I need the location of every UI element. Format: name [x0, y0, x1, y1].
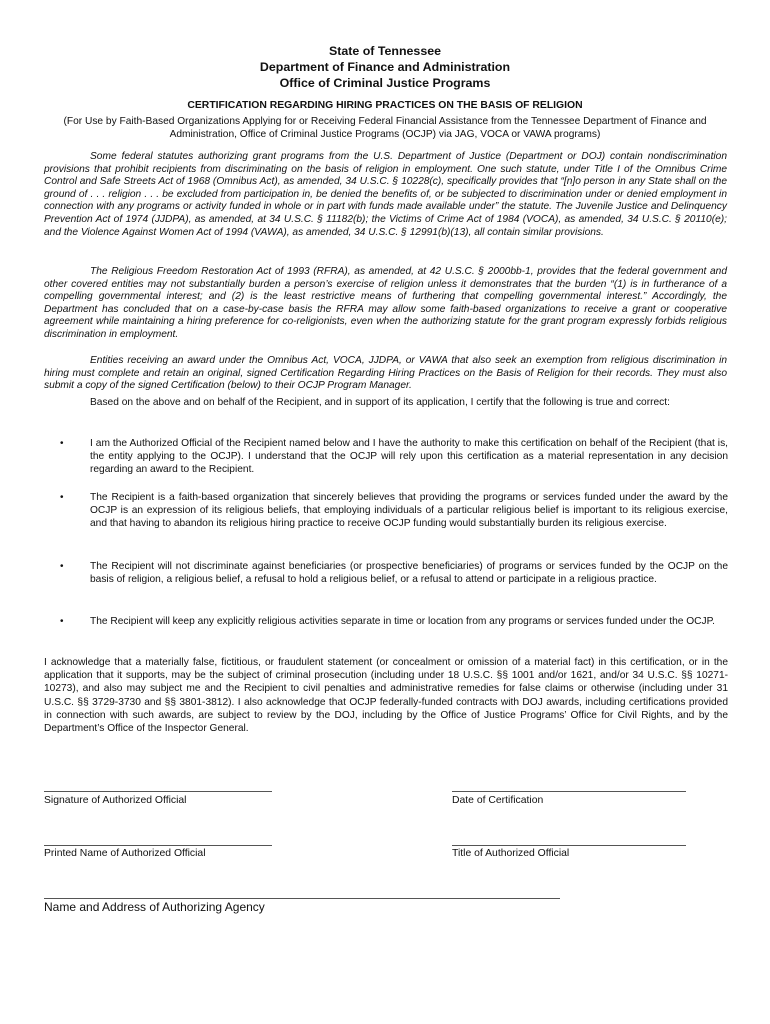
bullet-text: I am the Authorized Official of the Recipient named below and I have the authority to make this certification on behalf of the Recipient (that is, the entity applying to the OCJP). I understand that the OCJP will rely upon this certification as a material representation in any decision regarding an award to the Recipient. [90, 438, 728, 475]
bullet-glyph: • [60, 438, 64, 449]
date-label: Date of Certification [452, 795, 544, 806]
title-line[interactable] [452, 845, 686, 846]
agency-label: Name and Address of Authorizing Agency [44, 900, 265, 914]
bullet-text: The Recipient will keep any explicitly religious activities separate in time or location from any programs or services funded under the OCJP. [90, 616, 715, 627]
header-department: Department of Finance and Administration [259, 60, 511, 74]
paragraph-federal-statutes: Some federal statutes authorizing grant programs from the U.S. Department of Justice (Department or DOJ) contain nondiscrimination provisions that prohibit recipients from discriminating on the basis of religion in employment. One such statute, under Title I of the Omnibus Crime Control and Safe Streets Act of 1968 (Omnibus Act), as amended, 34 U.S.C. § 10228(c), specifically provides that “[n]o person in any State shall on the ground of . . . religion . . . be excluded from participation in, be denied the benefits of, or be subjected to discrimination under or denied employment in connection with any programs or activity funded in whole or in part with funds made available under” the statute. The Juvenile Justice and Delinquency Prevention Act of 1974 (JJDPA), as amended, at 34 U.S.C. § 11182(b); the Victims of Crime Act of 1984 (VOCA), as amended, 34 U.S.C. § 20110(e); and the Violence Against Women Act of 1994 (VAWA), as amended, 34 U.S.C. § 12991(b)(13), all contain similar provisions. [44, 151, 727, 238]
certification-title: CERTIFICATION REGARDING HIRING PRACTICES ON THE BASIS OF RELIGION [187, 100, 583, 111]
date-line[interactable] [452, 791, 686, 792]
title-label: Title of Authorized Official [452, 848, 570, 859]
bullet-glyph: • [60, 561, 64, 572]
bullet-glyph: • [60, 492, 64, 503]
agency-line[interactable] [44, 898, 560, 899]
certification-subtitle: (For Use by Faith-Based Organizations Applying for or Receiving Federal Financial Assistance from the Tennessee Department of Finance and Administration, Office of Criminal Justice Programs (OCJP) via JAG, VOCA or VAWA programs) [63, 116, 707, 140]
list-item [60, 437, 728, 476]
paragraph-entities: Entities receiving an award under the Omnibus Act, VOCA, JJDPA, or VAWA that also seek an exemption from religious discrimination in hiring must complete and retain an original, signed Certification Regarding Hiring Practices on the Basis of Religion for their records. They must also submit a copy of the signed Certification (below) to their OCJP Program Manager. [44, 355, 727, 392]
list-item [60, 615, 728, 628]
signature-line[interactable] [44, 791, 272, 792]
list-item [60, 491, 728, 530]
paragraph-certify: Based on the above and on behalf of the Recipient, and in support of its application, I certify that the following is true and correct: [90, 397, 670, 408]
acknowledgement-paragraph: I acknowledge that a materially false, fictitious, or fraudulent statement (or concealment or omission of a material fact) in this certification, or in the application that it supports, may be the subject of criminal prosecution (including under 18 U.S.C. §§ 1001 and/or 1621, and/or 34 U.S.C. §§ 10271-10273), and also may subject me and the Recipient to civil penalties and administrative remedies for false claims or otherwise (including under 31 U.S.C. §§ 3729-3730 and §§ 3801-3812). I also acknowledge that OCJP federally-funded contracts with DOJ awards, including certifications provided in connection with such awards, are subject to review by the DOJ, including by the Office of Justice Programs’ Office for Civil Rights, and by the Department’s Office of the Inspector General. [44, 657, 728, 735]
paragraph-rfra: The Religious Freedom Restoration Act of 1993 (RFRA), as amended, at 42 U.S.C. § 2000bb-1, provides that the federal government and other covered entities may not substantially burden a person’s exercise of religion unless it demonstrates that the burden “(1) is in furtherance of a compelling governmental interest; and (2) is the least restrictive means of furthering that compelling governmental interest.” Accordingly, the Department has concluded that on a case-by-case basis the RFRA may allow some faith-based organizations to receive a grant or cooperative agreement while maintaining a hiring preference for co-religionists, even when the authorizing statute for the grant program expressly forbids religious discrimination in employment. [44, 266, 727, 340]
bullet-text: The Recipient is a faith-based organization that sincerely believes that providing the programs or services funded under the award by the OCJP is an expression of its religious beliefs, that employing individuals of a particular religious belief is important to its religious exercise, and that having to abandon its religious hiring practice to receive OCJP funding would substantially burden its religious exercise. [90, 492, 728, 529]
printed-name-label: Printed Name of Authorized Official [44, 848, 206, 859]
header-state: State of Tennessee [328, 44, 441, 58]
printed-name-line[interactable] [44, 845, 272, 846]
bullet-text: The Recipient will not discriminate against beneficiaries (or prospective beneficiaries) of programs or services funded by the OCJP on the basis of religion, a religious belief, a refusal to hold a religious belief, or a refusal to attend or participate in a religious practice. [90, 561, 728, 585]
signature-label: Signature of Authorized Official [44, 795, 187, 806]
header-office: Office of Criminal Justice Programs [279, 76, 491, 90]
document-header [0, 43, 770, 91]
list-item [60, 560, 728, 586]
bullet-glyph: • [60, 616, 64, 627]
